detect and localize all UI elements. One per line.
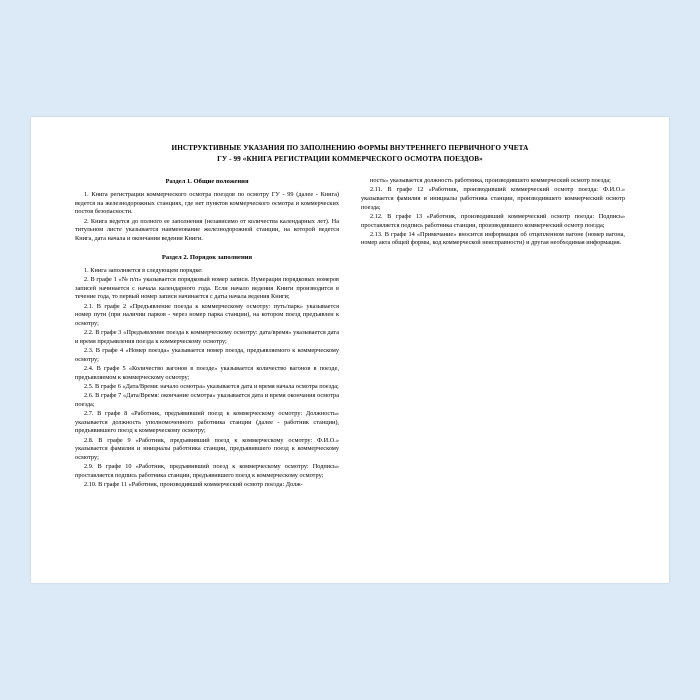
- paragraph: 2. Книга ведется до полного ее заполнения (независимо от количества календарных лет). На титульном листе указывается наименование железнодорожной станции, на которой ведется Книга, дата начала и окончания ведения Книги.: [75, 217, 339, 243]
- paragraph: 2. В графе 1 «№ п/п» указывается порядковый номер записи. Нумерация порядковых номеров записей начинается с начала календарного года. Если начало ведения Книги производится в течение года, то первый номер записи начинается с даты начала ведения Книги;: [75, 275, 339, 301]
- paragraph: 2.1. В графе 2 «Предъявление поезда к коммерческому осмотру: путь/парк» указывается номер пути (при наличии парков - через номер парка станции), на котором поезд предъявлен к осмотру;: [75, 302, 339, 327]
- text-columns: [75, 177, 625, 490]
- paragraph: 2.5. В графе 6 «Дата/Время: начало осмотра» указывается дата и время начала осмотра поезда;: [84, 382, 339, 390]
- paragraph: 2.12. В графе 13 «Работник, производивший коммерческий осмотр поезда: Подпись» проставляется подпись работника станции, производившего коммерческий осмотр поезда;: [361, 212, 625, 229]
- paragraph: 2.10. В графе 11 «Работник, производивший коммерческий осмотр поезда: Долж-: [84, 481, 303, 489]
- section-1-heading: Раздел 1. Общие положения: [165, 178, 249, 185]
- section-2-heading: Раздел 2. Порядок заполнения: [161, 253, 253, 261]
- document-title-line-2: ГУ - 99 «КНИГА РЕГИСТРАЦИИ КОММЕРЧЕСКОГО ОСМОТРА ПОЕЗДОВ»: [217, 154, 483, 163]
- right-column: [361, 177, 625, 490]
- paragraph: 2.6. В графе 7 «Дата/Время: окончание осмотра» указывается дата и время окончания осмотра поезда;: [75, 392, 339, 408]
- document-page: [31, 117, 669, 583]
- left-column: [75, 177, 339, 490]
- paragraph: 2.2. В графе 3 «Предъявление поезда к коммерческому осмотру: дата/время» указывается дата и время предъявления поезда к коммерческому осмотру;: [75, 329, 339, 345]
- paragraph: 2.9. В графе 10 «Работник, предъявивший поезд к коммерческому осмотру: Подпись» проставляется подпись работника станции, предъявившего поезд к коммерческому осмотру;: [75, 463, 339, 479]
- paragraph: ность» указывается должность работника, производившего коммерческий осмотр поезда;: [370, 177, 611, 184]
- paragraph: 2.8. В графе 9 «Работник, предъявивший поезд к коммерческому осмотру: Ф.И.О.» указывается фамилия и инициалы работника станции, предъявившего поезд к коммерческому осмотру;: [75, 436, 339, 461]
- page-content: [31, 117, 669, 583]
- paragraph: 2.11. В графе 12 «Работник, производивший коммерческий осмотр поезда: Ф.И.О.» указывается фамилия и инициалы работника станции, производившего коммерческий осмотр поезда;: [361, 186, 625, 211]
- document-title-line-1: ИНСТРУКТИВНЫЕ УКАЗАНИЯ ПО ЗАПОЛНЕНИЮ ФОРМЫ ВНУТРЕННЕГО ПЕРВИЧНОГО УЧЕТА: [171, 144, 529, 152]
- paragraph: 1. Книга заполняется в следующем порядке:: [84, 266, 203, 274]
- paragraph: 2.3. В графе 4 «Номер поезда» указывается номер поезда, предъявляемого к коммерческому осмотру;: [75, 347, 339, 363]
- paragraph: 2.7. В графе 8 «Работник, предъявивший поезд к коммерческому осмотру: Должность» указывается должность уполномоченного работника станции (далее - работник станции), предъявившего поезд к коммерческому осмотру;: [75, 409, 339, 435]
- paragraph: 2.13. В графе 14 «Примечание» вносится информация об отцепленном вагоне (номер вагона, номер акта общей формы, код коммерческой неисправности) и другая необходимая информация.: [361, 230, 625, 247]
- document-title: [85, 143, 615, 164]
- paragraph: 2.4. В графе 5 «Количество вагонов в поезде» указывается количество вагонов в поезде, предъявляемом к коммерческому осмотру;: [75, 364, 339, 381]
- paragraph: 1. Книга регистрации коммерческого осмотра поездов по осмотру ГУ - 99 (далее - Книга) ведется на железнодорожных станциях, где нет пунктов коммерческого осмотра и коммерческих постов безопасности.: [75, 191, 339, 216]
